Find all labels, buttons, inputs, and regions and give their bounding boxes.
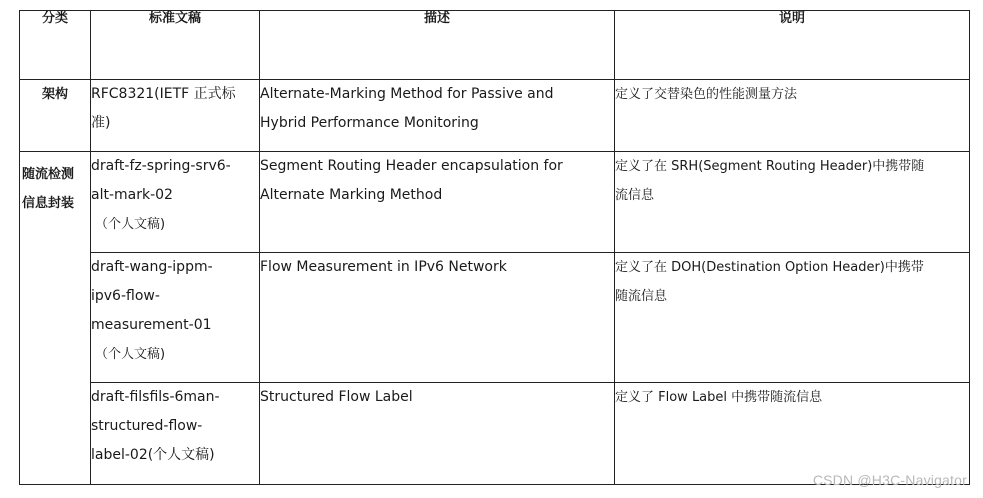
draft-cell <box>91 253 260 383</box>
description-cell <box>260 152 615 253</box>
draft-text: draft-filsfils-6man- <box>91 389 220 405</box>
draft-text: RFC8321(IETF 正式标 <box>91 86 236 102</box>
header-note: 说明 <box>615 11 970 80</box>
description-text: Alternate-Marking Method for Passive and <box>260 86 554 102</box>
note-cell <box>615 152 970 253</box>
draft-cell <box>91 152 260 253</box>
note-text: 定义了在 DOH(Destination Option Header)中携带 <box>615 260 924 275</box>
draft-cell <box>91 80 260 152</box>
header-draft: 标准文稿 <box>91 11 260 80</box>
draft-note: （个人文稿) <box>95 217 166 232</box>
description-text: Flow Measurement in IPv6 Network <box>260 259 507 275</box>
table-row <box>20 152 970 253</box>
description-text: Hybrid Performance Monitoring <box>260 115 479 131</box>
draft-text: ipv6-flow- <box>91 288 160 304</box>
draft-text: 准) <box>91 115 111 131</box>
category-text: 信息封装 <box>22 196 75 211</box>
draft-text: alt-mark-02 <box>91 187 173 203</box>
draft-text: structured-flow- <box>91 418 203 434</box>
draft-text: draft-fz-spring-srv6- <box>91 158 231 174</box>
description-cell <box>260 253 615 383</box>
note-text: 定义了在 SRH(Segment Routing Header)中携带随 <box>615 159 925 174</box>
note-cell <box>615 253 970 383</box>
note-text: 定义了交替染色的性能测量方法 <box>615 87 798 102</box>
draft-text: draft-wang-ippm- <box>91 259 213 275</box>
header-category: 分类 <box>20 11 91 80</box>
header-description: 描述 <box>260 11 615 80</box>
table-row <box>20 383 970 485</box>
note-text: 随流信息 <box>615 289 668 304</box>
note-cell <box>615 383 970 485</box>
note-text: 流信息 <box>615 188 655 203</box>
description-text: Segment Routing Header encapsulation for <box>260 158 563 174</box>
description-cell <box>260 80 615 152</box>
category-cell <box>20 80 91 152</box>
note-cell <box>615 80 970 152</box>
category-cell <box>20 152 91 485</box>
description-text: Structured Flow Label <box>260 389 413 405</box>
category-text: 架构 <box>41 87 68 102</box>
table-row <box>20 80 970 152</box>
description-text: Alternate Marking Method <box>260 187 443 203</box>
draft-cell <box>91 383 260 485</box>
table-row <box>20 253 970 383</box>
category-text: 随流检测 <box>22 167 75 182</box>
watermark: CSDN @H3C-Navigator <box>812 472 967 488</box>
standards-table <box>19 10 970 485</box>
draft-text: measurement-01 <box>91 317 212 333</box>
description-cell <box>260 383 615 485</box>
draft-text: label-02(个人文稿) <box>91 447 215 463</box>
header-row <box>20 11 970 80</box>
draft-note: （个人文稿) <box>95 347 166 362</box>
note-text: 定义了 Flow Label 中携带随流信息 <box>615 390 823 405</box>
